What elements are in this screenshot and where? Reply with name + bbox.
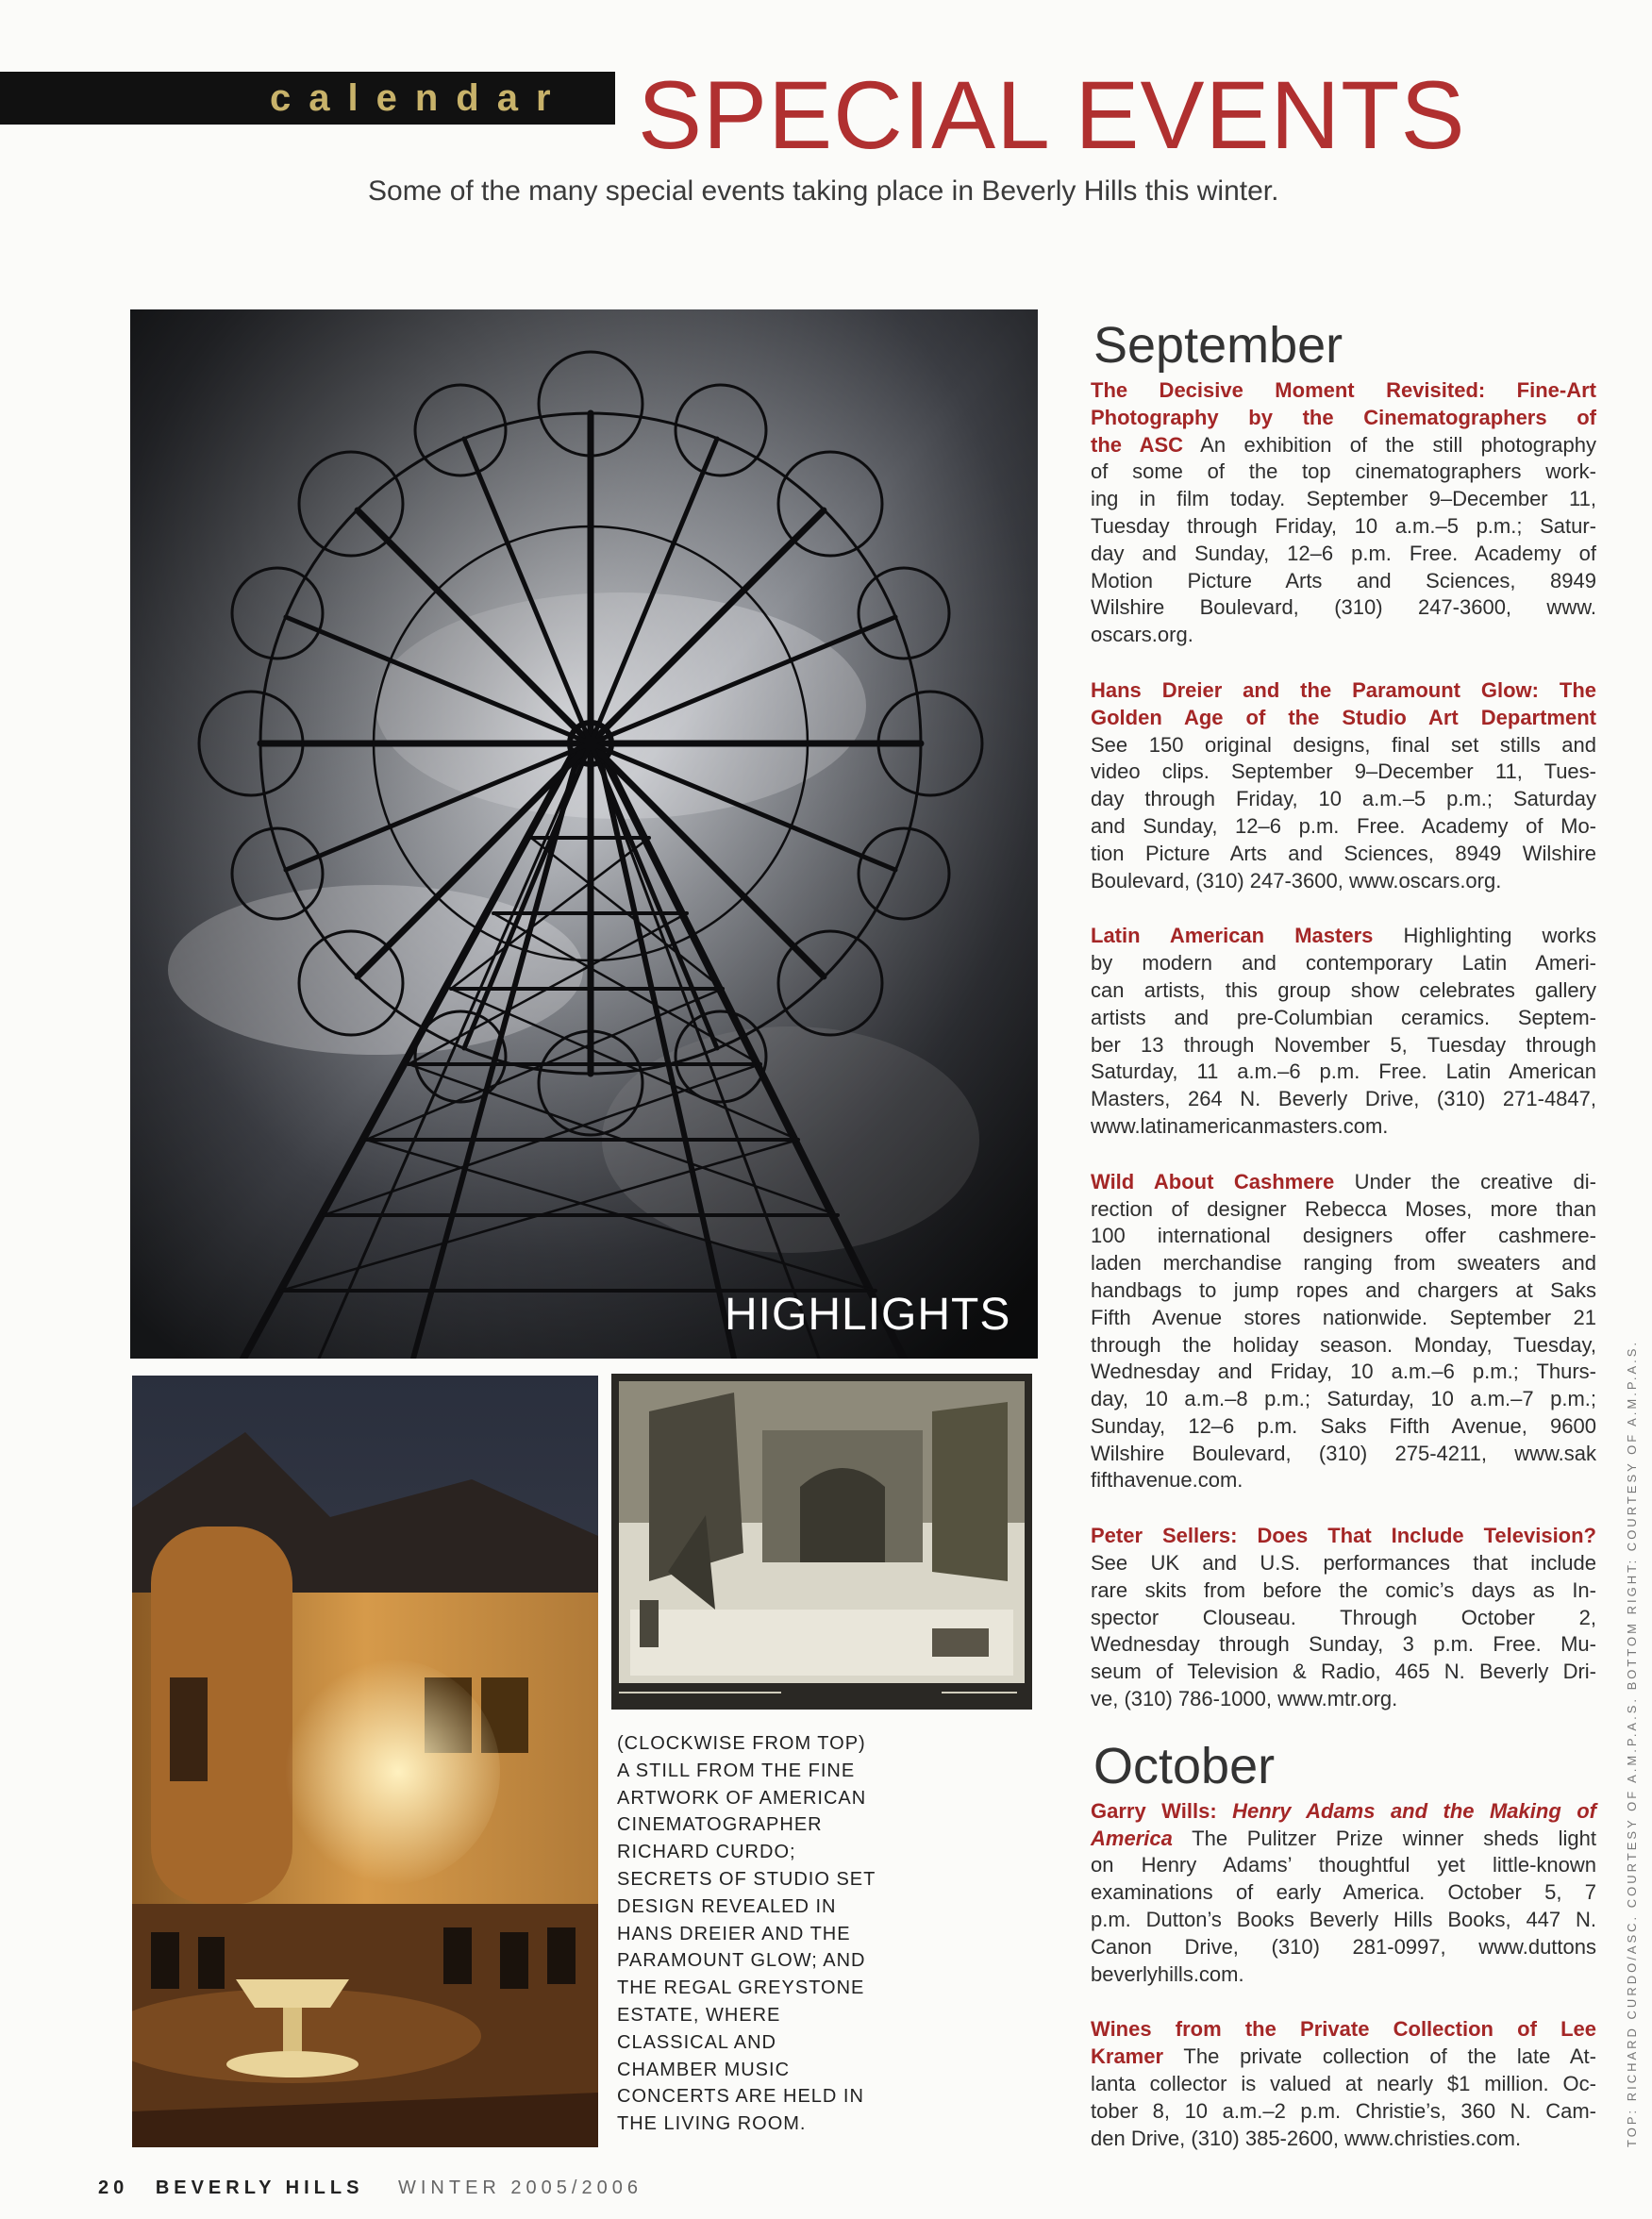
page-footer: [98, 2177, 642, 2199]
event-line: [1091, 459, 1596, 486]
event-title: the ASC: [1091, 432, 1184, 457]
event-body: rection of designer Rebecca Moses, more than: [1091, 1196, 1596, 1221]
october-events: [1091, 1798, 1596, 2153]
magazine-name: BEVERLY HILLS: [155, 2177, 364, 2198]
event-line: [1091, 1907, 1596, 1934]
event-line: [1091, 1798, 1596, 1826]
event-line: [1091, 1113, 1596, 1141]
event-line: [1091, 950, 1596, 977]
event-body: Wednesday through Sunday, 3 p.m. Free. Mu-: [1091, 1632, 1596, 1657]
month-heading-october: October: [1093, 1737, 1276, 1794]
event-body: by modern and contemporary Latin Ameri-: [1091, 951, 1596, 976]
event-body: Wilshire Boulevard, (310) 275-4211, www.sak: [1091, 1441, 1596, 1465]
event-line: [1091, 1852, 1596, 1879]
event-body: seum of Television & Radio, 465 N. Beverly Dri-: [1091, 1660, 1596, 1684]
event-line: [1091, 1169, 1596, 1196]
event-listing: [1091, 677, 1596, 894]
caption-line: CONCERTS ARE HELD IN: [617, 2086, 864, 2108]
event-line: [1091, 1631, 1596, 1659]
event-line: [1091, 786, 1596, 813]
event-line: [1091, 977, 1596, 1005]
event-line: [1091, 486, 1596, 513]
caption-line: HANS DREIER AND THE: [617, 1923, 851, 1944]
caption-line: SECRETS OF STUDIO SET: [617, 1868, 876, 1890]
event-body: spector Clouseau. Through October 2,: [1091, 1605, 1596, 1629]
event-line: [1091, 1005, 1596, 1032]
event-body: on Henry Adams’ thoughtful yet little-known: [1091, 1853, 1596, 1877]
page-subtitle: Some of the many special events taking place in Beverly Hills this winter.: [368, 175, 1279, 207]
event-line: [1091, 1413, 1596, 1441]
event-listing: [1091, 377, 1596, 649]
event-body: lanta collector is valued at nearly $1 million. Oc-: [1091, 2072, 1596, 2096]
event-line: [1091, 432, 1596, 459]
event-line: [1091, 759, 1596, 786]
event-line: [1091, 1196, 1596, 1224]
event-line: [1091, 1879, 1596, 1907]
event-line: [1091, 1826, 1596, 1853]
event-body: and Sunday, 12–6 p.m. Free. Academy of Mo-: [1091, 813, 1596, 838]
photo-caption: [617, 1730, 909, 2138]
event-line: [1091, 1359, 1596, 1386]
event-line: [1091, 377, 1596, 405]
event-line: [1091, 1550, 1596, 1577]
event-body: handbags to jump ropes and chargers at Saks: [1091, 1277, 1596, 1302]
caption-line: (CLOCKWISE FROM TOP): [617, 1733, 866, 1754]
event-title: Kramer: [1091, 2044, 1164, 2069]
event-line: [1091, 1605, 1596, 1632]
event-title: Hans Dreier and the Paramount Glow: The: [1091, 677, 1596, 702]
event-title: Garry Wills:: [1091, 1798, 1233, 1823]
event-line: [1091, 1305, 1596, 1332]
tower-illustration: [130, 309, 1038, 1359]
event-body: Saturday, 11 a.m.–6 p.m. Free. Latin American: [1091, 1059, 1596, 1084]
caption-line: PARAMOUNT GLOW; AND: [617, 1950, 866, 1972]
event-line: [1091, 868, 1596, 895]
event-listing: [1091, 1169, 1596, 1495]
caption-line: THE LIVING ROOM.: [617, 2113, 807, 2135]
photo-credit: TOP: RICHARD CURDO/ASC. COURTESY OF A.M.P.A.S. BOTTOM RIGHT: COURTESY OF A.M.P.A.S.: [1625, 1339, 1639, 2147]
event-body: Canon Drive, (310) 281-0997, www.duttons: [1091, 1934, 1596, 1959]
event-body: day and Sunday, 12–6 p.m. Free. Academy of: [1091, 541, 1596, 565]
event-line: [1091, 732, 1596, 759]
september-events: [1091, 377, 1596, 1713]
event-title: Golden Age of the Studio Art Department: [1091, 705, 1596, 729]
event-line: [1091, 513, 1596, 541]
section-kicker: calendar: [270, 77, 569, 119]
caption-line: ARTWORK OF AMERICAN: [617, 1787, 867, 1809]
greystone-estate-photo: [132, 1376, 598, 2147]
caption-line: CHAMBER MUSIC: [617, 2059, 791, 2080]
event-body: can artists, this group show celebrates gallery: [1091, 977, 1596, 1002]
event-line: [1091, 2044, 1596, 2071]
event-body: rare skits from before the comic’s days as In-: [1091, 1577, 1596, 1602]
event-body: artists and pre-Columbian ceramics. Septem-: [1091, 1005, 1596, 1029]
event-body: Highlighting works: [1373, 924, 1596, 948]
tower-photo: [130, 309, 1038, 1359]
event-body: beverlyhills.com.: [1091, 1961, 1244, 1986]
event-title: Peter Sellers: Does That Include Television?: [1091, 1524, 1596, 1548]
event-line: [1091, 677, 1596, 705]
event-body: See 150 original designs, final set stills and: [1091, 732, 1596, 757]
event-body: laden merchandise ranging from sweaters and: [1091, 1251, 1596, 1276]
event-body: ber 13 through November 5, Tuesday through: [1091, 1032, 1596, 1057]
event-body: p.m. Dutton’s Books Beverly Hills Books, 447 N.: [1091, 1908, 1596, 1932]
events-column: [1091, 317, 1596, 2180]
event-line: [1091, 923, 1596, 950]
event-line: [1091, 1250, 1596, 1277]
event-body: The Pulitzer Prize winner sheds light: [1172, 1826, 1596, 1850]
event-title: Wines from the Private Collection of Lee: [1091, 2017, 1596, 2042]
event-line: [1091, 541, 1596, 568]
caption-line: CLASSICAL AND: [617, 2031, 776, 2053]
caption-line: DESIGN REVEALED IN: [617, 1895, 837, 1917]
event-line: [1091, 813, 1596, 841]
event-line: [1091, 1277, 1596, 1305]
event-line: [1091, 2071, 1596, 2098]
event-listing: [1091, 923, 1596, 1140]
event-body: ve, (310) 786-1000, www.mtr.org.: [1091, 1687, 1398, 1711]
event-line: [1091, 594, 1596, 622]
highlights-label: HIGHLIGHTS: [725, 1290, 1011, 1340]
event-line: [1091, 1441, 1596, 1468]
event-body: Under the creative di-: [1334, 1169, 1597, 1193]
event-line: [1091, 705, 1596, 732]
page-title: SPECIAL EVENTS: [638, 61, 1466, 169]
caption-line: RICHARD CURDO;: [617, 1842, 796, 1863]
event-line: [1091, 1577, 1596, 1605]
caption-line: CINEMATOGRAPHER: [617, 1814, 823, 1836]
event-body: Tuesday through Friday, 10 a.m.–5 p.m.; Satur-: [1091, 513, 1596, 538]
event-line: [1091, 2098, 1596, 2126]
event-title-italic: America: [1091, 1826, 1173, 1850]
event-listing: [1091, 1523, 1596, 1713]
event-line: [1091, 841, 1596, 868]
event-line: [1091, 1659, 1596, 1686]
caption-line: THE REGAL GREYSTONE: [617, 1977, 865, 1999]
estate-illustration: [132, 1376, 598, 2147]
event-body: ing in film today. September 9–December 11,: [1091, 487, 1596, 511]
event-line: [1091, 568, 1596, 595]
event-line: [1091, 1934, 1596, 1961]
event-body: Motion Picture Arts and Sciences, 8949: [1091, 568, 1596, 592]
event-body: www.latinamericanmasters.com.: [1091, 1113, 1389, 1138]
event-line: [1091, 1961, 1596, 1989]
caption-line: ESTATE, WHERE: [617, 2004, 781, 2026]
event-body: fifthavenue.com.: [1091, 1468, 1243, 1493]
event-body: See UK and U.S. performances that include: [1091, 1551, 1596, 1576]
event-body: examinations of early America. October 5, 7: [1091, 1880, 1596, 1905]
event-title-italic: Henry Adams and the Making of: [1232, 1798, 1596, 1823]
event-body: An exhibition of the still photography: [1183, 432, 1596, 457]
event-body: Sunday, 12–6 p.m. Saks Fifth Avenue, 9600: [1091, 1413, 1596, 1438]
event-line: [1091, 1059, 1596, 1086]
event-body: oscars.org.: [1091, 623, 1193, 647]
event-line: [1091, 1467, 1596, 1494]
event-body: through the holiday season. Monday, Tuesday,: [1091, 1332, 1596, 1357]
event-body: tober 8, 10 a.m.–2 p.m. Christie’s, 360 N. Cam-: [1091, 2098, 1596, 2123]
event-body: Masters, 264 N. Beverly Drive, (310) 271-4847,: [1091, 1087, 1596, 1111]
event-line: [1091, 405, 1596, 432]
event-title: Photography by the Cinematographers of: [1091, 405, 1596, 429]
page-number: 20: [98, 2177, 129, 2198]
event-title: The Decisive Moment Revisited: Fine-Art: [1091, 378, 1596, 402]
event-body: day through Friday, 10 a.m.–5 p.m.; Saturday: [1091, 787, 1596, 811]
event-listing: [1091, 2016, 1596, 2152]
event-body: The private collection of the late At-: [1163, 2044, 1596, 2069]
event-listing: [1091, 1798, 1596, 1989]
event-body: tion Picture Arts and Sciences, 8949 Wilshire: [1091, 841, 1596, 865]
event-title: Latin American Masters: [1091, 924, 1374, 948]
event-line: [1091, 1523, 1596, 1550]
event-line: [1091, 2126, 1596, 2153]
event-line: [1091, 622, 1596, 649]
event-body: 100 international designers offer cashmere-: [1091, 1224, 1596, 1248]
event-line: [1091, 1223, 1596, 1250]
event-line: [1091, 1686, 1596, 1713]
event-title: Wild About Cashmere: [1091, 1169, 1335, 1193]
event-line: [1091, 1086, 1596, 1113]
event-line: [1091, 2016, 1596, 2044]
month-heading-september: September: [1093, 317, 1343, 374]
event-body: den Drive, (310) 385-2600, www.christies.com.: [1091, 2126, 1522, 2150]
event-body: Boulevard, (310) 247-3600, www.oscars.org.: [1091, 868, 1502, 893]
event-body: of some of the top cinematographers work-: [1091, 459, 1596, 484]
event-line: [1091, 1386, 1596, 1413]
event-body: Wednesday and Friday, 10 a.m.–6 p.m.; Thurs-: [1091, 1360, 1596, 1384]
event-body: video clips. September 9–December 11, Tues-: [1091, 759, 1596, 784]
caption-line: A STILL FROM THE FINE: [617, 1760, 856, 1781]
issue-date: WINTER 2005/2006: [397, 2177, 642, 2198]
set-design-photo: [611, 1374, 1032, 1710]
event-body: Fifth Avenue stores nationwide. September 21: [1091, 1305, 1596, 1329]
event-body: day, 10 a.m.–8 p.m.; Saturday, 10 a.m.–7 p.m.;: [1091, 1387, 1596, 1411]
set-design-illustration: [611, 1374, 1032, 1710]
event-line: [1091, 1332, 1596, 1360]
event-line: [1091, 1032, 1596, 1059]
event-body: Wilshire Boulevard, (310) 247-3600, www.: [1091, 595, 1596, 620]
